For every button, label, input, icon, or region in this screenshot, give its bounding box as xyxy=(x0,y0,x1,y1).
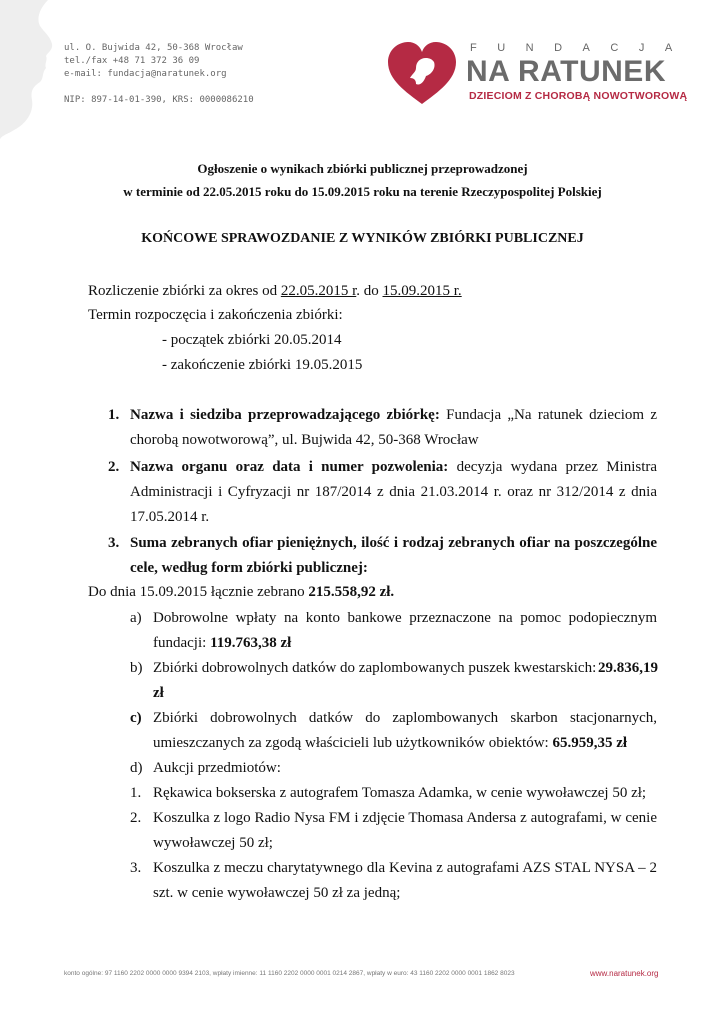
term-end: - zakończenie zbiórki 19.05.2015 xyxy=(162,357,363,373)
logo-name: NA RATUNEK xyxy=(466,55,666,88)
item-a-prefix: fundacji: xyxy=(153,635,211,651)
contact-registry: NIP: 897-14-01-390, KRS: 0000086210 xyxy=(64,95,254,105)
section-3-label-line-1: Suma zebranych ofiar pieniężnych, ilość i rodzaj zebranych ofiar na poszczególne xyxy=(130,535,657,551)
total-amount: 215.558,92 zł. xyxy=(308,584,395,600)
auction-item-3-number: 3. xyxy=(130,860,142,876)
item-b-amount-unit: zł xyxy=(153,685,164,701)
item-a-line-2 xyxy=(153,634,291,652)
section-2-text: decyzja wydana przez Ministra xyxy=(456,459,658,475)
item-d-letter: d) xyxy=(130,760,143,776)
item-b-letter: b) xyxy=(130,660,143,676)
item-c-line-1: Zbiórki dobrowolnych datków do zaplombowanych skarbon stacjonarnych, xyxy=(153,710,657,726)
item-d-line-1: Aukcji przedmiotów: xyxy=(153,760,281,776)
settlement-prefix: Rozliczenie zbiórki za okres od xyxy=(88,283,281,299)
auction-item-1-number: 1. xyxy=(130,785,142,801)
section-1-line-2: chorobą nowotworową”, ul. Bujwida 42, 50-368 Wrocław xyxy=(130,432,479,448)
heart-logo-icon xyxy=(386,40,458,106)
total-line xyxy=(88,583,394,601)
item-a-amount: 119.763,38 zł xyxy=(210,635,292,651)
total-prefix: Do dnia 15.09.2015 łącznie zebrano xyxy=(88,584,309,600)
contact-phone: tel./fax +48 71 372 36 09 xyxy=(64,56,200,66)
child-silhouette-watermark xyxy=(0,0,60,150)
contact-address: ul. O. Bujwida 42, 50-368 Wrocław xyxy=(64,43,243,53)
report-heading: KOŃCOWE SPRAWOZDANIE Z WYNIKÓW ZBIÓRKI PUBLICZNEJ xyxy=(141,231,584,246)
item-b-line-1: Zbiórki dobrowolnych datków do zaplombowanych puszek kwestarskich: xyxy=(153,660,597,676)
item-c-amount: 65.959,35 zł xyxy=(552,735,628,751)
auction-item-2-number: 2. xyxy=(130,810,142,826)
section-2-label: Nazwa organu oraz data i numer pozwolenia: xyxy=(130,459,449,475)
footer-website-link[interactable]: www.naratunek.org xyxy=(590,969,659,978)
announcement-line-1: Ogłoszenie o wynikach zbiórki publicznej przeprowadzonej xyxy=(197,161,528,176)
item-a-letter: a) xyxy=(130,610,142,626)
auction-item-2-line-1: Koszulka z logo Radio Nysa FM i zdjęcie Thomasa Andersa z autografami, w cenie xyxy=(153,810,657,826)
section-3-label-line-2: cele, według form zbiórki publicznej: xyxy=(130,560,368,576)
section-2-line-2: Administracji i Cyfryzacji nr 187/2014 z dnia 21.03.2014 r. oraz nr 312/2014 z dnia xyxy=(130,484,657,500)
auction-item-3-line-1: Koszulka z meczu charytatywnego dla Kevina z autografami AZS STAL NYSA – 2 xyxy=(153,860,657,876)
settlement-date-to: 15.09.2015 r. xyxy=(382,283,462,299)
section-1-line-1 xyxy=(130,406,657,424)
settlement-date-from: 22.05.2015 r xyxy=(280,283,357,299)
term-start: - początek zbiórki 20.05.2014 xyxy=(162,332,342,348)
section-1-number: 1. xyxy=(108,407,120,423)
term-label: Termin rozpoczęcia i zakończenia zbiórki: xyxy=(88,307,343,323)
section-3-number: 3. xyxy=(108,535,120,551)
auction-item-2-line-2: wywoławczej 50 zł; xyxy=(153,835,273,851)
item-a-line-1: Dobrowolne wpłaty na konto bankowe przeznaczone na pomoc podopiecznym xyxy=(153,610,657,626)
footer-bank-accounts: konto ogólne: 97 1160 2202 0000 0000 9394 2103, wpłaty imienne: 11 1160 2202 0000 0001 0214 2867, wpłaty w euro: 43 1160 2202 0000 0001 1862 8023 xyxy=(64,970,515,977)
section-2-line-1 xyxy=(130,458,657,476)
auction-item-1-line-1: Rękawica bokserska z autografem Tomasza Adamka, w cenie wywoławczej 50 zł; xyxy=(153,785,647,801)
contact-block xyxy=(64,42,254,107)
item-c-prefix: umieszczanych za zgodą właścicieli lub użytkowników obiektów: xyxy=(153,735,553,751)
contact-email: e-mail: fundacja@naratunek.org xyxy=(64,69,227,79)
logo-subtitle: DZIECIOM Z CHOROBĄ NOWOTWOROWĄ xyxy=(469,90,688,102)
settlement-period xyxy=(88,282,462,300)
item-b-amount: 29.836,19 xyxy=(598,660,658,676)
item-c-line-2 xyxy=(153,734,627,752)
section-1-label: Nazwa i siedziba przeprowadzającego zbiórkę: xyxy=(130,407,440,423)
settlement-middle: . do xyxy=(356,283,383,299)
announcement-line-2: w terminie od 22.05.2015 roku do 15.09.2015 roku na terenie Rzeczypospolitej Polskiej xyxy=(123,184,602,199)
section-1-text: Fundacja „Na ratunek dzieciom z xyxy=(446,407,658,423)
section-2-number: 2. xyxy=(108,459,120,475)
section-2-line-3: 17.05.2014 r. xyxy=(130,509,210,525)
logo-fundacja-word: FUNDACJA xyxy=(470,42,693,54)
item-c-letter: c) xyxy=(130,710,142,726)
auction-item-3-line-2: szt. w cenie wywoławczej 50 zł za jedną; xyxy=(153,885,401,901)
